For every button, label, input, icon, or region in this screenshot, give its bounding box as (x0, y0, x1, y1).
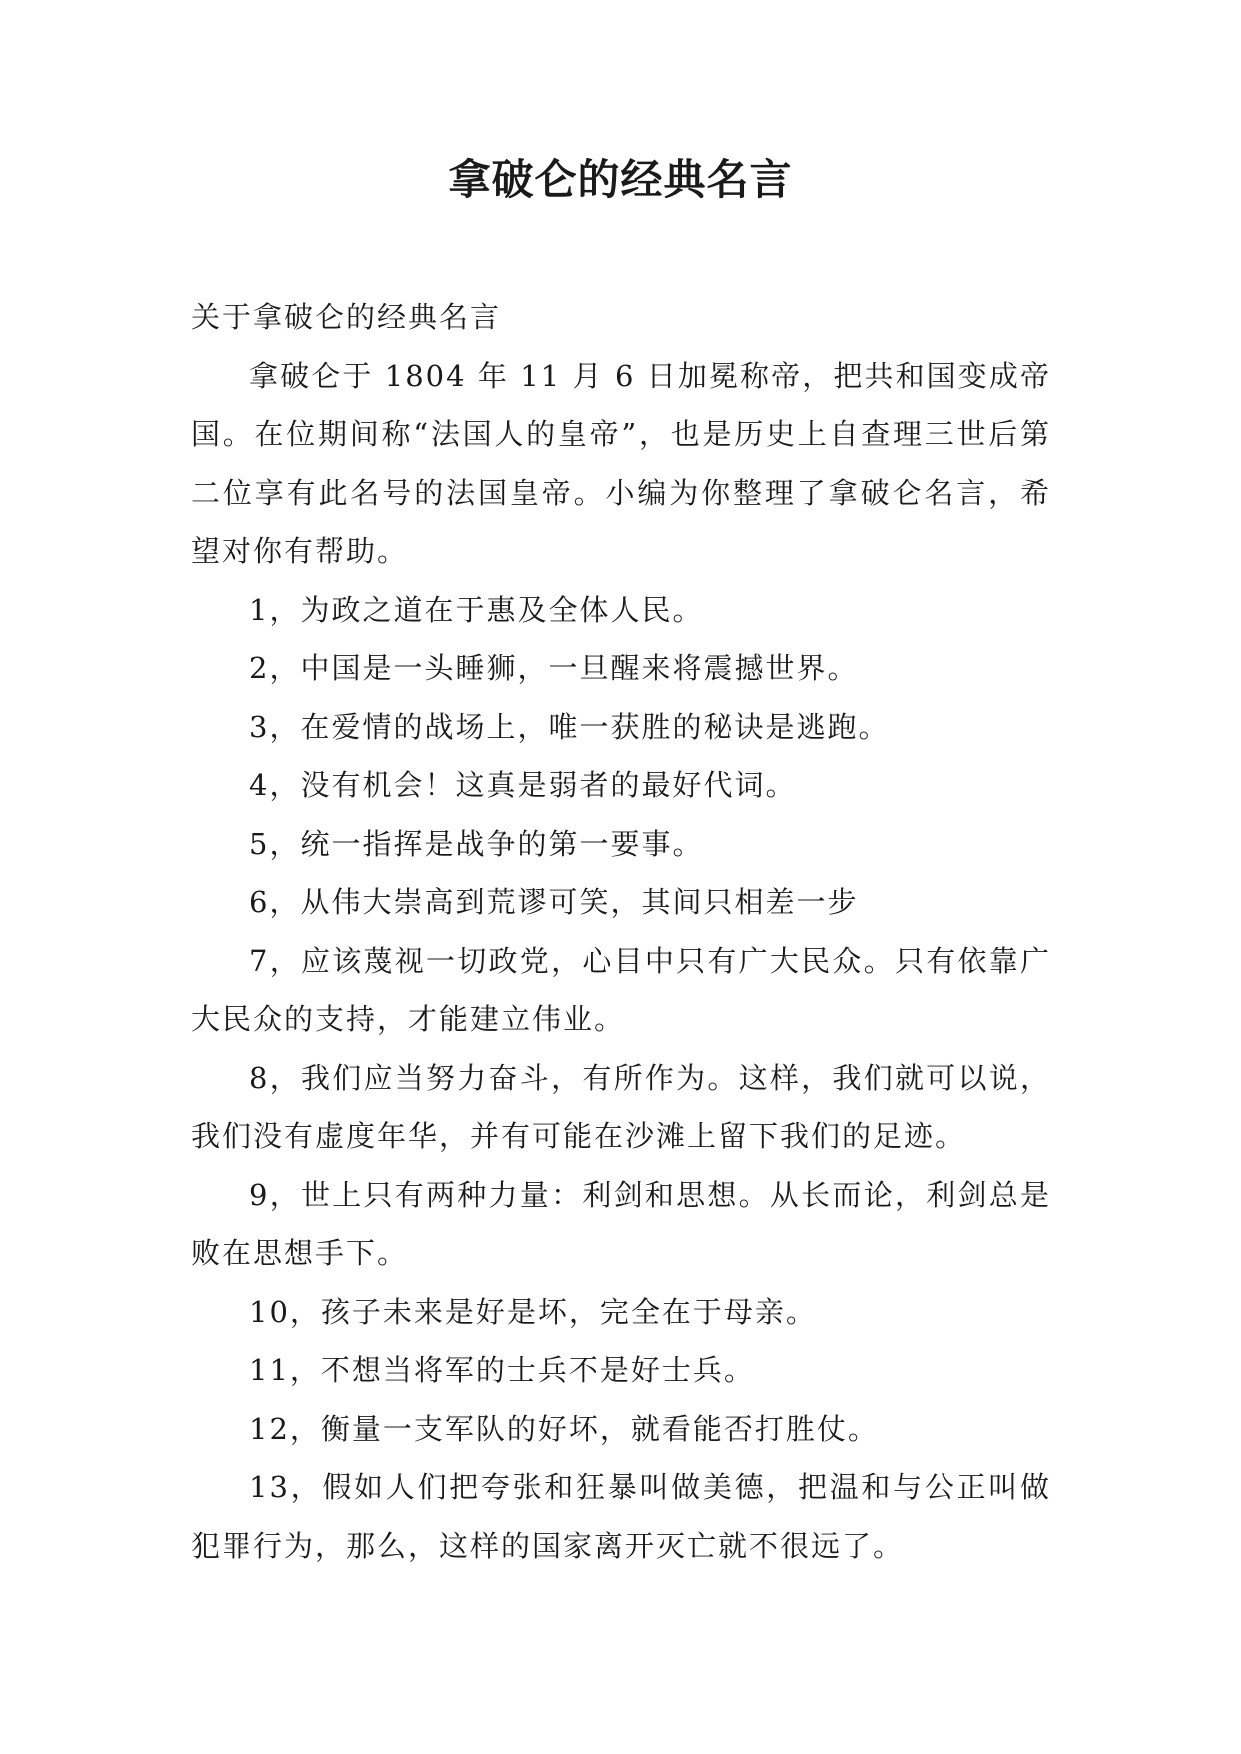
document-body (191, 288, 1051, 1575)
document-title: 拿破仑的经典名言 (448, 155, 793, 204)
quote-1: 1，为政之道在于惠及全体人民。 (249, 592, 704, 627)
quote-4: 4，没有机会！这真是弱者的最好代词。 (249, 768, 797, 802)
quote-10: 10，孩子未来是好是坏，完全在于母亲。 (249, 1294, 817, 1329)
quote-9: 9，世上只有两种力量：利剑和思想。从长而论，利剑总是败在思想手下。 (191, 1177, 1051, 1270)
quote-3: 3，在爱情的战场上，唯一获胜的秘诀是逃跑。 (249, 709, 890, 744)
quote-11: 11，不想当将军的士兵不是好士兵。 (249, 1353, 755, 1387)
quote-7: 7，应该蔑视一切政党，心目中只有广大民众。只有依靠广大民众的支持，才能建立伟业。 (191, 943, 1051, 1036)
document-subtitle: 关于拿破仑的经典名言 (191, 300, 502, 334)
quote-12: 12，衡量一支军队的好坏，就看能否打胜仗。 (249, 1411, 879, 1446)
quote-8: 8，我们应当努力奋斗，有所作为。这样，我们就可以说，我们没有虚度年华，并有可能在沙滩上留下我们的足迹。 (191, 1060, 1051, 1153)
quote-5: 5，统一指挥是战争的第一要事。 (249, 826, 704, 861)
quote-6: 6，从伟大崇高到荒谬可笑，其间只相差一步 (249, 885, 859, 919)
quote-2: 2，中国是一头睡狮，一旦醒来将震撼世界。 (249, 651, 859, 685)
quote-13: 13，假如人们把夸张和狂暴叫做美德，把温和与公正叫做犯罪行为，那么，这样的国家离开灭亡就不很远了。 (191, 1470, 1051, 1563)
intro-paragraph: 拿破仑于 1804 年 11 月 6 日加冕称帝，把共和国变成帝国。在位期间称“法国人的皇帝”，也是历史上自查理三世后第二位享有此名号的法国皇帝。小编为你整理了拿破仑名言，希望对你有帮助。 (191, 358, 1051, 568)
